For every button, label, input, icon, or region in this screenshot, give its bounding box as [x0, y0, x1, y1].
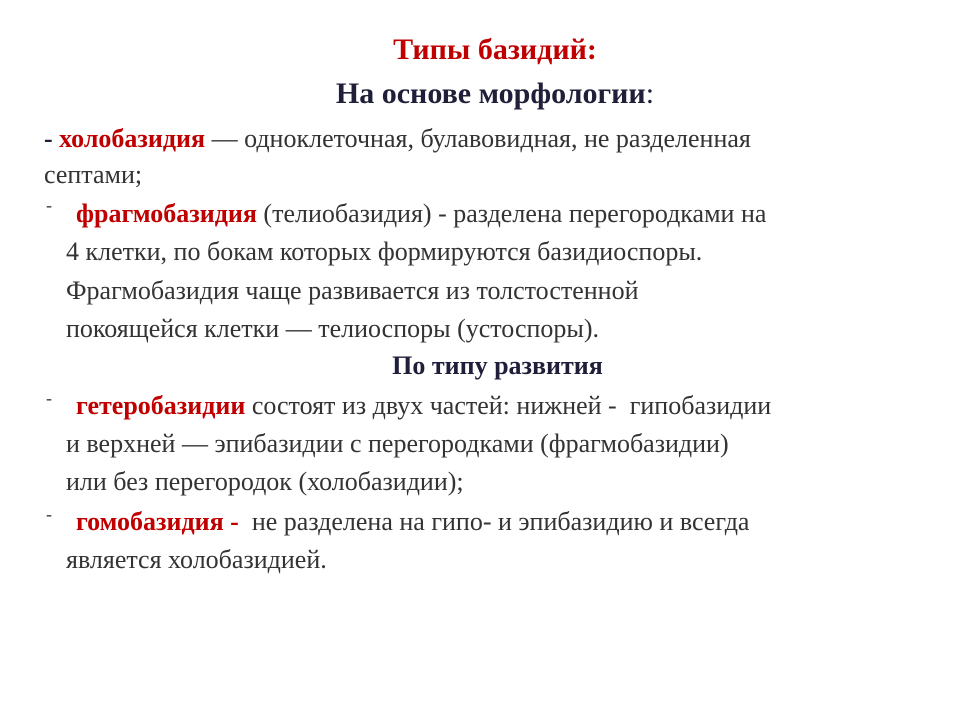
phragmobasidia-line-2: 4 клетки, по бокам которых формируются базидиоспоры.: [66, 237, 703, 266]
phragmobasidia-text-1: (телиобазидия) - разделена перегородками на: [256, 199, 767, 228]
homobasidia-line-2: является холобазидией.: [66, 545, 327, 574]
section-heading-morphology-text: На основе морфологии: [335, 77, 646, 110]
holobasidia-text-1: — одноклеточная, булавовидная, не разделенная: [205, 124, 751, 153]
holobasidia-dash: -: [44, 124, 60, 153]
section-heading-development: По типу развития: [392, 351, 603, 380]
phragmobasidia-line-3: Фрагмобазидия чаще развивается из толстостенной: [66, 276, 639, 305]
homobasidia-line-1: [76, 507, 749, 537]
heterobasidia-line-1: [76, 391, 771, 421]
holobasidia-line-2: септами;: [44, 160, 143, 189]
homobasidia-term-dash: -: [223, 507, 246, 536]
phragmobasidia-line-1: [76, 199, 766, 229]
slide-title: Типы базидий:: [393, 33, 597, 66]
phragmobasidia-bullet: -: [46, 195, 52, 215]
section-heading-colon: :: [645, 77, 655, 110]
heterobasidia-line-3: или без перегородок (холобазидии);: [66, 467, 464, 496]
homobasidia-bullet: -: [46, 504, 52, 524]
phragmobasidia-term: фрагмобазидия: [76, 199, 257, 228]
heterobasidia-text-1: состоят из двух частей: нижней - гипобазидии: [245, 391, 772, 420]
homobasidia-term: гомобазидия: [76, 507, 224, 536]
holobasidia-line-1: [44, 124, 751, 154]
heterobasidia-line-2: и верхней — эпибазидии с перегородками (фрагмобазидии): [66, 429, 729, 458]
heterobasidia-term: гетеробазидии: [76, 391, 246, 420]
holobasidia-term: холобазидия: [59, 124, 206, 153]
homobasidia-text-1: не разделена на гипо- и эпибазидию и всегда: [245, 507, 750, 536]
heterobasidia-bullet: -: [46, 388, 52, 408]
phragmobasidia-line-4: покоящейся клетки — телиоспоры (устоспоры).: [66, 314, 600, 343]
section-heading-morphology: [0, 76, 960, 112]
